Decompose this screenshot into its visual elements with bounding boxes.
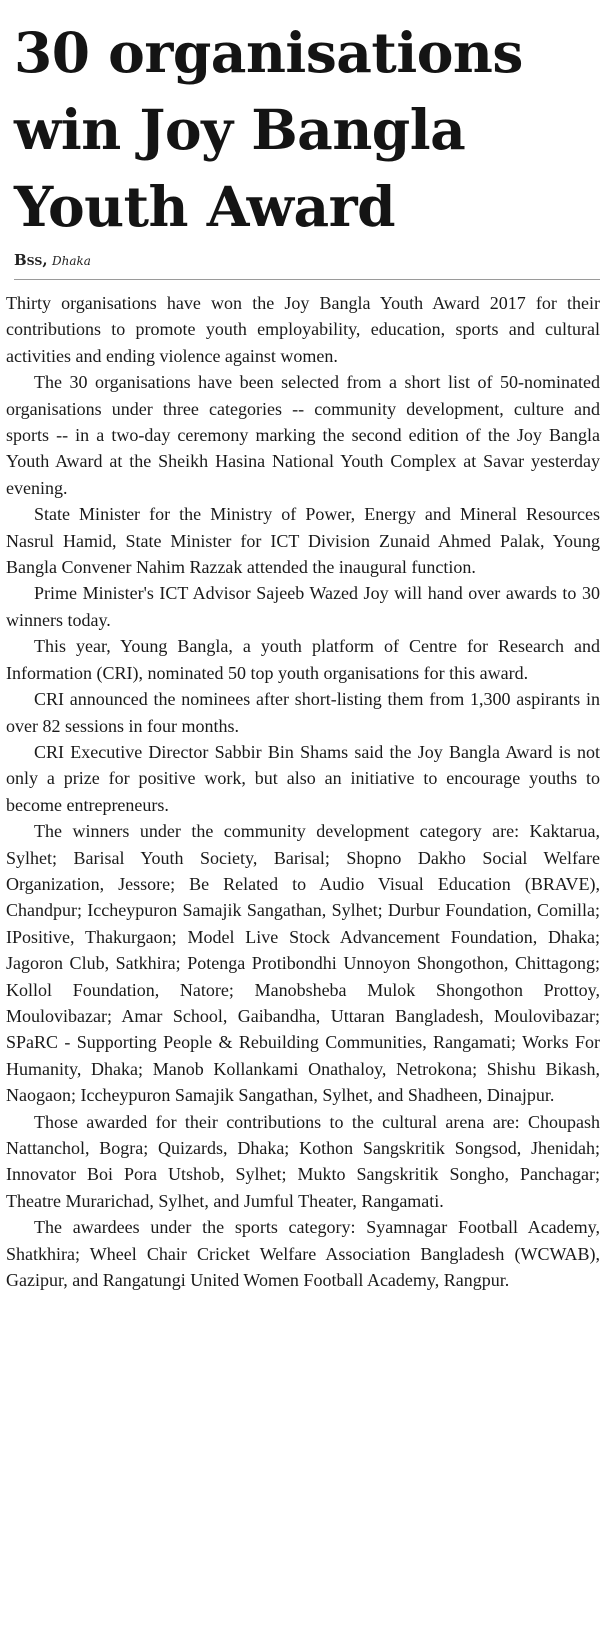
paragraph: CRI announced the nominees after short-listing them from 1,300 aspirants in over 82 sessions in four months. bbox=[6, 689, 600, 736]
headline: 30 organisations win Joy Bangla Youth Award bbox=[14, 20, 523, 239]
paragraph: Thirty organisations have won the Joy Bangla Youth Award 2017 for their contributions to promote youth employability, education, sports and cultural activities and ending violence against women. bbox=[6, 293, 600, 366]
paragraph: The 30 organisations have been selected from a short list of 50-nominated organisations under three categories -- community development, culture and sports -- in a two-day ceremony marking the second edition of the Joy Bangla Youth Award at the Sheikh Hasina National Youth Complex at Savar yesterday evening. bbox=[6, 372, 600, 498]
paragraph: This year, Young Bangla, a youth platform of Centre for Research and Information (CRI), nominated 50 top youth organisations for this award. bbox=[6, 636, 600, 683]
paragraph: State Minister for the Ministry of Power, Energy and Mineral Resources Nasrul Hamid, State Minister for ICT Division Zunaid Ahmed Palak, Young Bangla Convener Nahim Razzak attended the inaugural function. bbox=[6, 504, 600, 578]
byline-place: Dhaka bbox=[52, 254, 91, 268]
paragraph: CRI Executive Director Sabbir Bin Shams said the Joy Bangla Award is not only a prize for positive work, but also an initiative to encourage youths to become entrepreneurs. bbox=[6, 741, 600, 815]
byline-agency: Bss, bbox=[14, 251, 48, 269]
paragraph: Prime Minister's ICT Advisor Sajeeb Wazed Joy will hand over awards to 30 winners today. bbox=[6, 583, 600, 630]
byline bbox=[14, 250, 91, 271]
paragraph: The awardees under the sports category: Syamnagar Football Academy, Shatkhira; Wheel Chair Cricket Welfare Association Bangladesh (WCWAB), Gazipur, and Rangatungi United Women Football Academy, Rangpur. bbox=[6, 1217, 600, 1291]
byline-divider bbox=[14, 279, 600, 280]
article-body bbox=[6, 290, 600, 1293]
paragraph: The winners under the community development category are: Kaktarua, Sylhet; Barisal Youth Society, Barisal; Shopno Dakho Social Welfare Organization, Jessore; Be Related to Audio Visual Education (BRAVE), Chandpur; Iccheypuron Samajik Sangathan, Sylhet; Durbur Foundation, Comilla; IPositive, Thakurgaon; Model Live Stock Advancement Foundation, Dhaka; Jagoron Club, Satkhira; Potenga Protibondhi Unnoyon Shongothon, Chittagong; Kollol Foundation, Natore; Manobsheba Mulok Shongothon Prottoy, Moulovibazar; Amar School, Gaibandha, Uttaran Bangladesh, Moulovibazar; SPaRC - Supporting People & Rebuilding Communities, Rangamati; Works For Humanity, Dhaka; Manob Kollankami Onathaloy, Netrokona; Shishu Bikash, Naogaon; Iccheypuron Samajik Sangathan, Sylhet, and Shadheen, Dinajpur. bbox=[6, 821, 600, 1106]
paragraph: Those awarded for their contributions to the cultural arena are: Choupash Nattanchol, Bogra; Quizards, Dhaka; Kothon Sangskritik Songsod, Jhenidah; Innovator Boi Pora Utshob, Sylhet; Mukto Sangskritik Songho, Panchagar; Theatre Murarichad, Sylhet, and Jumful Theater, Rangamati. bbox=[6, 1111, 600, 1211]
